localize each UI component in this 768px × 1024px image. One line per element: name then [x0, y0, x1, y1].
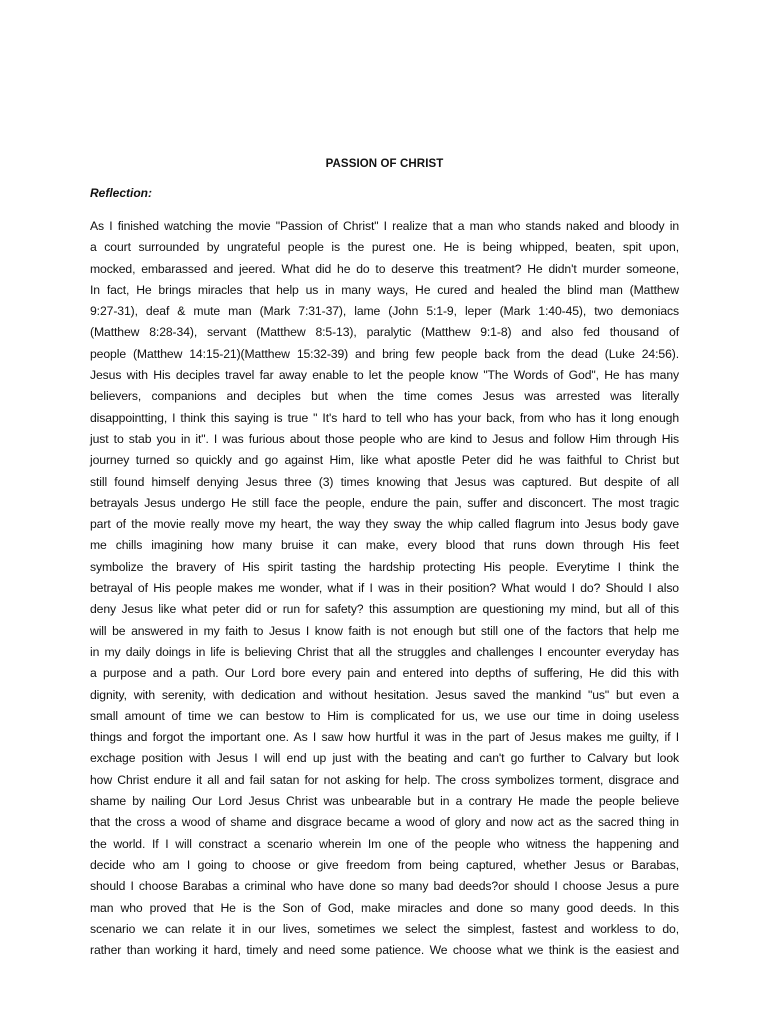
text-line: part of the movie really move my heart, the way they sway the whip called flagrum into Jesus body gave	[90, 517, 679, 532]
text-line: dignity, with serenity, with dedication and without hesitation. Jesus saved the mankind "us" but even a	[90, 687, 679, 702]
text-line: will be answered in my faith to Jesus I know faith is not enough but still one of the factors that help me	[90, 623, 679, 638]
text-line: journey turned so quickly and go against Him, like what apostle Peter did he was faithful to Christ but	[90, 453, 679, 468]
text-line: how Christ endure it all and fail satan for not asking for help. The cross symbolizes torment, disgrace and	[90, 772, 679, 787]
text-line: In fact, He brings miracles that help us in many ways, He cured and healed the blind man (Matthew	[90, 282, 679, 297]
text-line: a purpose and a path. Our Lord bore every pain and entered into depths of suffering, He did this with	[90, 666, 679, 681]
text-line: mocked, embarassed and jeered. What did he do to deserve this treatment? He didn't murder someone,	[90, 261, 679, 276]
text-line: in my daily doings in life is believing Christ that all the struggles and challenges I encounter everyday has	[90, 644, 679, 659]
text-line: small amount of time we can bestow to Him is complicated for us, we use our time in doing useless	[90, 708, 679, 723]
text-line: shame by nailing Our Lord Jesus Christ was unbearable but in a contrary He made the people believe	[90, 794, 679, 809]
text-line: betrayals Jesus undergo He still face the people, endure the pain, suffer and disconcert. The most tragic	[90, 495, 679, 510]
text-line: people (Matthew 14:15-21)(Matthew 15:32-39) and bring few people back from the dead (Luke 24:56).	[90, 346, 679, 361]
text-line: rather than working it hard, timely and need some patience. We choose what we think is the easiest and	[90, 943, 679, 958]
text-line: just to stab you in it". I was furious about those people who are kind to Jesus and follow Him through His	[90, 431, 679, 446]
text-line: should I choose Barabas a criminal who have done so many bad deeds?or should I choose Jesus a pure	[90, 879, 679, 894]
text-line: me chills imagining how many bruise it can make, every blood that runs down through His feet	[90, 538, 679, 553]
section-heading: Reflection:	[90, 186, 153, 200]
text-line: disappointting, I think this saying is true " It's hard to tell who has your back, from who has it long enough	[90, 410, 679, 425]
text-line: decide who am I going to choose or give freedom from being captured, whether Jesus or Barabas,	[90, 857, 679, 872]
text-line: 9:27-31), deaf & mute man (Mark 7:31-37), lame (John 5:1-9, leper (Mark 1:40-45), two demoniacs	[90, 304, 679, 319]
text-line: symbolize the bravery of His spirit tasting the hardship protecting His people. Everytime I think the	[90, 559, 679, 574]
text-line: that the cross a wood of shame and disgrace became a wood of glory and now act as the sacred thing in	[90, 815, 679, 830]
text-line: a court surrounded by ungrateful people is the purest one. He is being whipped, beaten, spit upon,	[90, 240, 679, 255]
body-paragraph	[90, 216, 679, 961]
text-line: still found himself denying Jesus three (3) times knowing that Jesus was captured. But despite of all	[90, 474, 679, 489]
text-line: As I finished watching the movie "Passion of Christ" I realize that a man who stands naked and bloody in	[90, 219, 679, 233]
text-line: things and forgot the important one. As I saw how hurtful it was in the part of Jesus makes me guilty, if I	[90, 730, 679, 745]
page-title: PASSION OF CHRIST	[325, 158, 444, 170]
text-line: exchage position with Jesus I will end up just with the beating and can't go further to Calvary but look	[90, 751, 679, 766]
text-line: (Matthew 8:28-34), servant (Matthew 8:5-13), paralytic (Matthew 9:1-8) and also fed thousand of	[90, 325, 679, 340]
text-line: betrayal of His people makes me wonder, what if I was in their position? What would I do? Should I also	[90, 581, 679, 596]
text-line: the world. If I will constract a scenario wherein Im one of the people who witness the happening and	[90, 836, 679, 851]
text-line: scenario we can relate it in our lives, sometimes we select the simplest, fastest and workless to do,	[90, 921, 679, 936]
text-line: Jesus with His deciples travel far away enable to let the people know "The Words of God", He has many	[90, 368, 679, 383]
text-line: believers, companions and deciples but when the time comes Jesus was arrested was literally	[90, 389, 679, 404]
text-line: deny Jesus like what peter did or run for safety? this assumption are questioning my mind, but all of this	[90, 602, 679, 617]
text-line: man who proved that He is the Son of God, make miracles and done so many good deeds. In this	[90, 900, 679, 915]
document-page	[90, 158, 679, 961]
